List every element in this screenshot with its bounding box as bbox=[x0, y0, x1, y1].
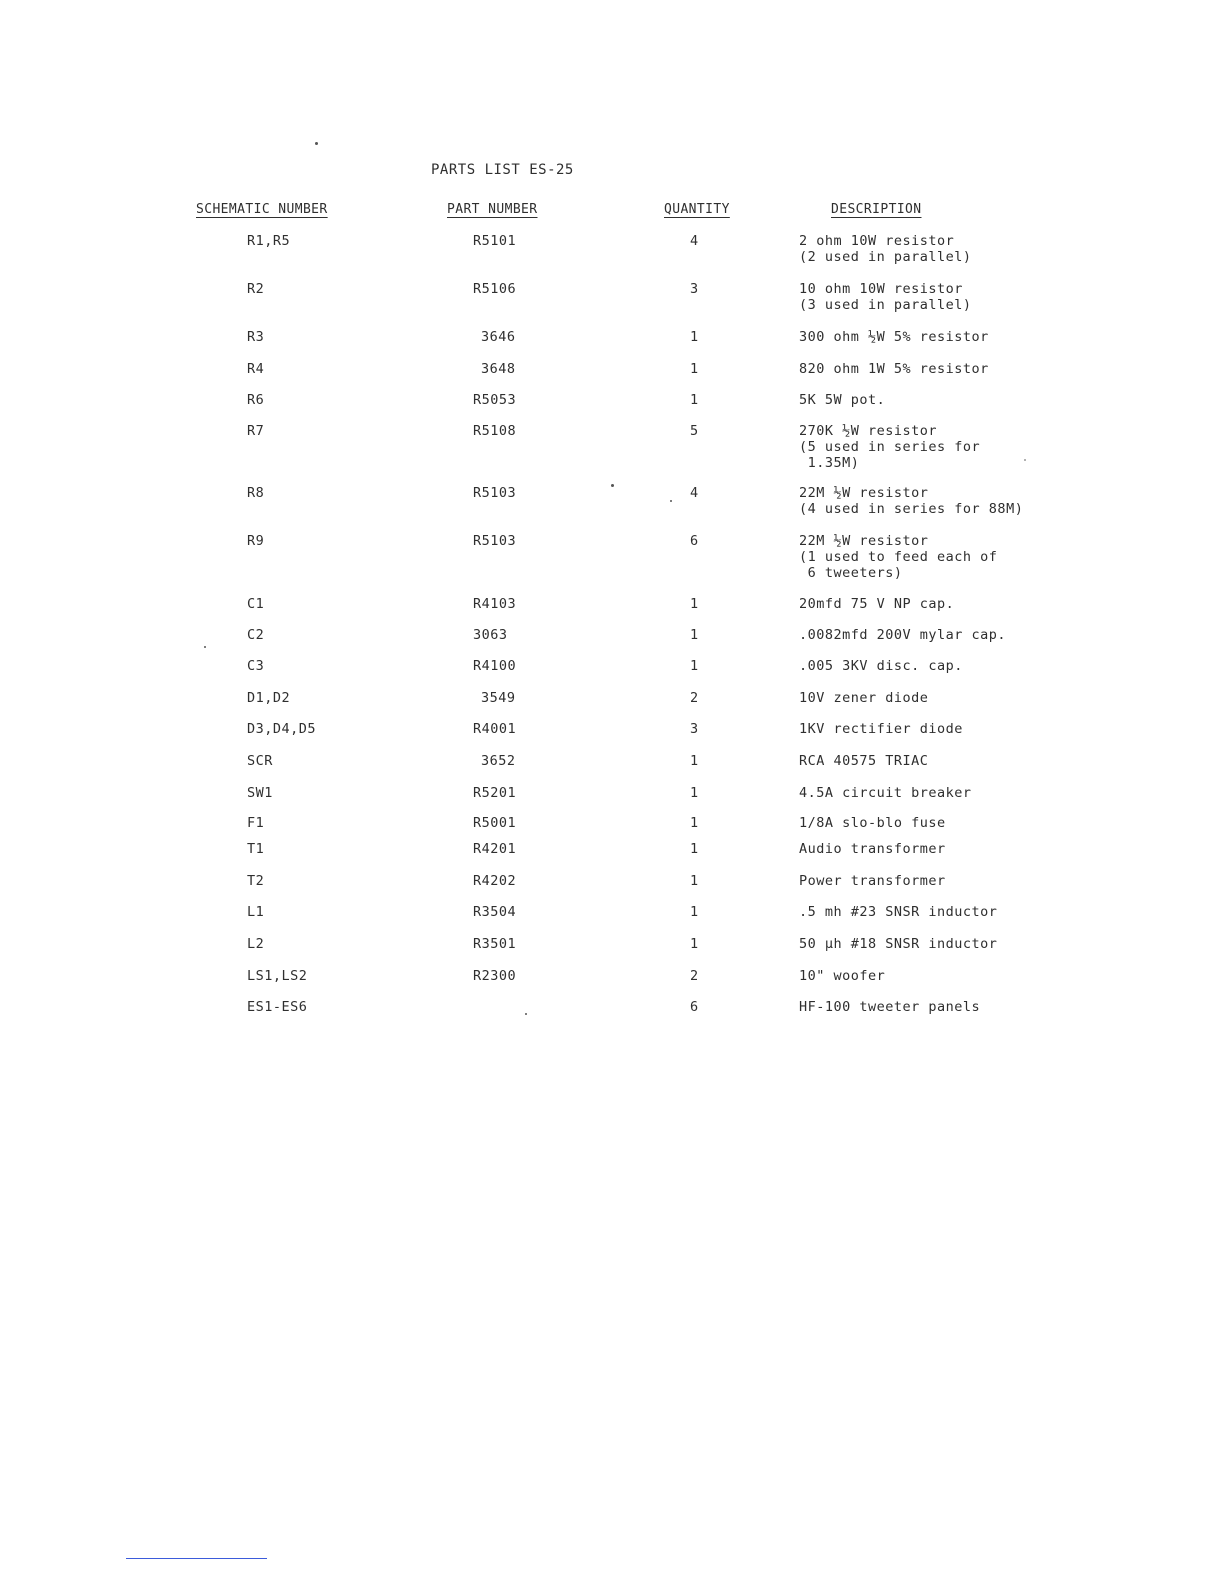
description-cell: 300 ohm ½W 5% resistor bbox=[799, 329, 989, 345]
schematic-cell: R3 bbox=[247, 329, 265, 345]
description-cell: 20mfd 75 V NP cap. bbox=[799, 596, 955, 612]
description-cell: 22M ½W resistor (4 used in series for 88M) bbox=[799, 485, 1024, 517]
part-cell: R4001 bbox=[473, 721, 517, 737]
part-cell: R4201 bbox=[473, 841, 517, 857]
description-cell: .5 mh #23 SNSR inductor bbox=[799, 904, 998, 920]
part-cell: R4100 bbox=[473, 658, 517, 674]
table-row bbox=[0, 815, 1224, 835]
description-cell: 2 ohm 10W resistor (2 used in parallel) bbox=[799, 233, 972, 265]
quantity-cell: 1 bbox=[690, 627, 699, 643]
header-schematic-number: SCHEMATIC NUMBER bbox=[196, 202, 328, 217]
description-cell: .0082mfd 200V mylar cap. bbox=[799, 627, 1007, 643]
table-row bbox=[0, 873, 1224, 893]
schematic-cell: SCR bbox=[247, 753, 273, 769]
part-cell: R5106 bbox=[473, 281, 517, 297]
schematic-cell: F1 bbox=[247, 815, 265, 831]
quantity-cell: 2 bbox=[690, 690, 699, 706]
table-row bbox=[0, 690, 1224, 710]
schematic-cell: R1,R5 bbox=[247, 233, 291, 249]
quantity-cell: 2 bbox=[690, 968, 699, 984]
quantity-cell: 1 bbox=[690, 936, 699, 952]
quantity-cell: 1 bbox=[690, 753, 699, 769]
description-cell: 270K ½W resistor (5 used in series for 1.35M) bbox=[799, 423, 981, 471]
schematic-cell: D1,D2 bbox=[247, 690, 291, 706]
schematic-cell: R9 bbox=[247, 533, 265, 549]
part-cell: R3504 bbox=[473, 904, 517, 920]
quantity-cell: 1 bbox=[690, 904, 699, 920]
quantity-cell: 6 bbox=[690, 533, 699, 549]
scan-speck bbox=[204, 646, 206, 648]
table-row bbox=[0, 753, 1224, 773]
table-row bbox=[0, 658, 1224, 678]
part-cell: R4103 bbox=[473, 596, 517, 612]
quantity-cell: 1 bbox=[690, 658, 699, 674]
table-row bbox=[0, 423, 1224, 471]
part-cell: R5201 bbox=[473, 785, 517, 801]
quantity-cell: 6 bbox=[690, 999, 699, 1015]
table-row bbox=[0, 999, 1224, 1019]
schematic-cell: D3,D4,D5 bbox=[247, 721, 317, 737]
quantity-cell: 3 bbox=[690, 721, 699, 737]
schematic-cell: ES1-ES6 bbox=[247, 999, 308, 1015]
description-cell: Audio transformer bbox=[799, 841, 946, 857]
document-title: PARTS LIST ES-25 bbox=[431, 162, 574, 178]
schematic-cell: R7 bbox=[247, 423, 265, 439]
schematic-cell: C1 bbox=[247, 596, 265, 612]
header-quantity: QUANTITY bbox=[664, 202, 730, 217]
scan-speck bbox=[611, 484, 614, 487]
quantity-cell: 4 bbox=[690, 233, 699, 249]
part-cell: R5001 bbox=[473, 815, 517, 831]
table-row bbox=[0, 968, 1224, 988]
schematic-cell: C3 bbox=[247, 658, 265, 674]
table-row bbox=[0, 361, 1224, 381]
description-cell: 4.5A circuit breaker bbox=[799, 785, 972, 801]
scan-speck bbox=[1024, 459, 1026, 461]
part-cell: R5101 bbox=[473, 233, 517, 249]
table-row bbox=[0, 485, 1224, 517]
table-row bbox=[0, 627, 1224, 647]
description-cell: 5K 5W pot. bbox=[799, 392, 886, 408]
schematic-cell: LS1,LS2 bbox=[247, 968, 308, 984]
part-cell: R2300 bbox=[473, 968, 517, 984]
schematic-cell: C2 bbox=[247, 627, 265, 643]
description-cell: 1/8A slo-blo fuse bbox=[799, 815, 946, 831]
quantity-cell: 3 bbox=[690, 281, 699, 297]
table-row bbox=[0, 596, 1224, 616]
table-row bbox=[0, 841, 1224, 861]
scan-speck bbox=[315, 142, 318, 145]
footnote-rule bbox=[126, 1558, 267, 1559]
description-cell: 10 ohm 10W resistor (3 used in parallel) bbox=[799, 281, 972, 313]
schematic-cell: L1 bbox=[247, 904, 265, 920]
description-cell: 10V zener diode bbox=[799, 690, 929, 706]
scan-speck bbox=[670, 500, 672, 502]
description-cell: 22M ½W resistor (1 used to feed each of 6 tweeters) bbox=[799, 533, 998, 581]
quantity-cell: 5 bbox=[690, 423, 699, 439]
quantity-cell: 1 bbox=[690, 815, 699, 831]
schematic-cell: R4 bbox=[247, 361, 265, 377]
description-cell: Power transformer bbox=[799, 873, 946, 889]
part-cell: R4202 bbox=[473, 873, 517, 889]
description-cell: 50 μh #18 SNSR inductor bbox=[799, 936, 998, 952]
schematic-cell: T2 bbox=[247, 873, 265, 889]
description-cell: 820 ohm 1W 5% resistor bbox=[799, 361, 989, 377]
part-cell: R5103 bbox=[473, 533, 517, 549]
table-row bbox=[0, 233, 1224, 265]
part-cell: 3063 bbox=[473, 627, 508, 643]
schematic-cell: L2 bbox=[247, 936, 265, 952]
table-row bbox=[0, 721, 1224, 741]
description-cell: HF-100 tweeter panels bbox=[799, 999, 981, 1015]
part-cell: 3549 bbox=[481, 690, 516, 706]
schematic-cell: R2 bbox=[247, 281, 265, 297]
part-cell: R5108 bbox=[473, 423, 517, 439]
schematic-cell: T1 bbox=[247, 841, 265, 857]
schematic-cell: R8 bbox=[247, 485, 265, 501]
table-row bbox=[0, 904, 1224, 924]
schematic-cell: R6 bbox=[247, 392, 265, 408]
quantity-cell: 1 bbox=[690, 361, 699, 377]
description-cell: 1KV rectifier diode bbox=[799, 721, 963, 737]
quantity-cell: 4 bbox=[690, 485, 699, 501]
table-row bbox=[0, 281, 1224, 313]
quantity-cell: 1 bbox=[690, 596, 699, 612]
header-description: DESCRIPTION bbox=[831, 202, 922, 217]
quantity-cell: 1 bbox=[690, 841, 699, 857]
table-row bbox=[0, 329, 1224, 349]
description-cell: 10" woofer bbox=[799, 968, 886, 984]
description-cell: RCA 40575 TRIAC bbox=[799, 753, 929, 769]
quantity-cell: 1 bbox=[690, 329, 699, 345]
part-cell: 3648 bbox=[481, 361, 516, 377]
part-cell: R3501 bbox=[473, 936, 517, 952]
part-cell: R5103 bbox=[473, 485, 517, 501]
quantity-cell: 1 bbox=[690, 785, 699, 801]
quantity-cell: 1 bbox=[690, 392, 699, 408]
header-part-number: PART NUMBER bbox=[447, 202, 538, 217]
scan-speck bbox=[525, 1013, 527, 1015]
description-cell: .005 3KV disc. cap. bbox=[799, 658, 963, 674]
part-cell: 3652 bbox=[481, 753, 516, 769]
table-row bbox=[0, 533, 1224, 581]
part-cell: R5053 bbox=[473, 392, 517, 408]
quantity-cell: 1 bbox=[690, 873, 699, 889]
table-row bbox=[0, 936, 1224, 956]
table-row bbox=[0, 392, 1224, 412]
schematic-cell: SW1 bbox=[247, 785, 273, 801]
table-row bbox=[0, 785, 1224, 805]
part-cell: 3646 bbox=[481, 329, 516, 345]
